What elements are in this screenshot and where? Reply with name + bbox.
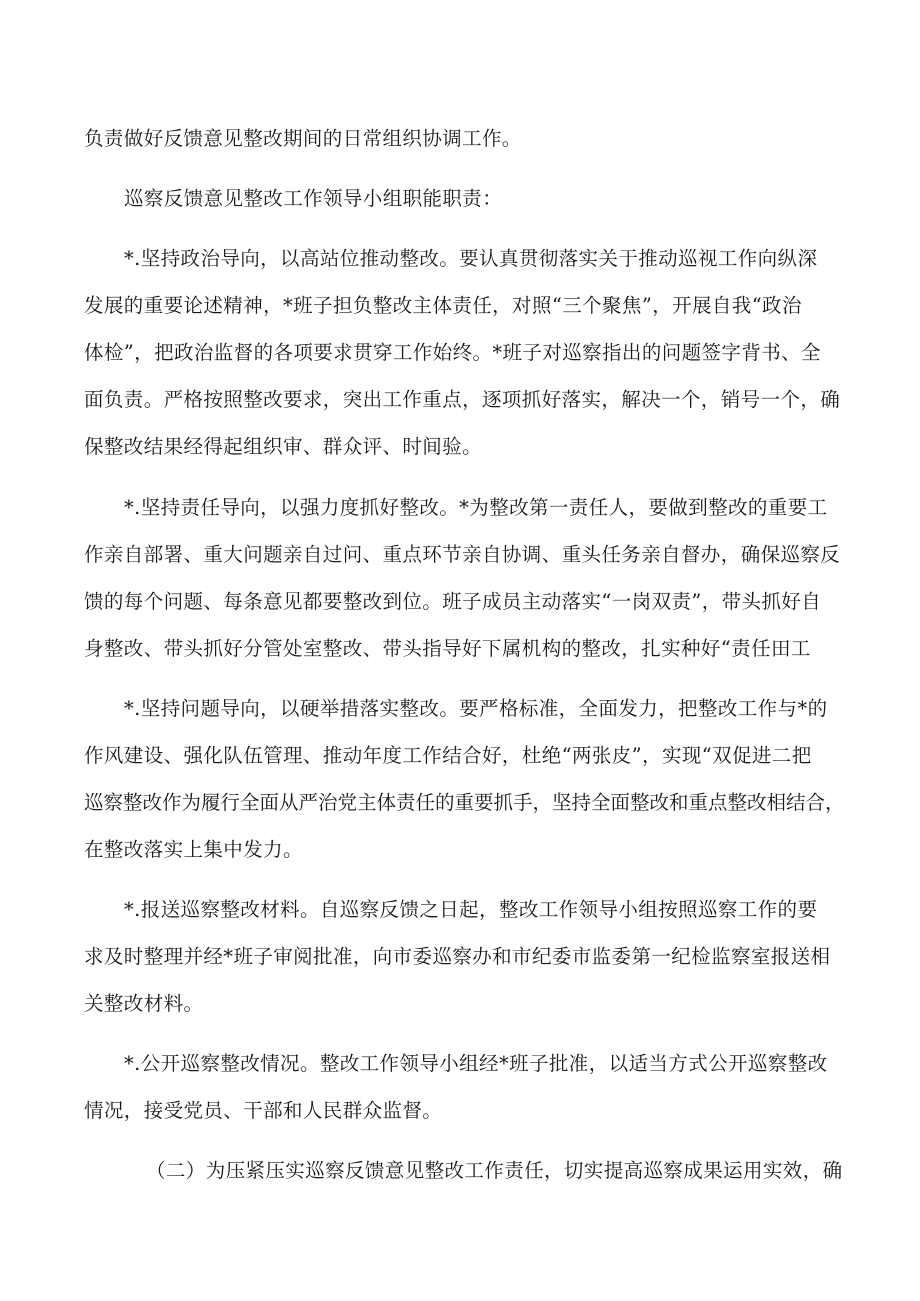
- paragraph-line: *.坚持问题导向，以硬举措落实整改。要严格标准，全面发力，把整改工作与*的: [124, 697, 828, 720]
- paragraph-line: 巡察整改作为履行全面从严治党主体责任的重要抓手，坚持全面整改和重点整改相结合，: [84, 791, 845, 814]
- paragraph-line: （二）为压紧压实巡察反馈意见整改工作责任，切实提高巡察成果运用实效，确: [146, 1159, 843, 1182]
- paragraph-line: 在整改落实上集中发力。: [84, 838, 303, 861]
- section-heading: 巡察反馈意见整改工作领导小组职能职责：: [124, 187, 503, 210]
- paragraph-line: 求及时整理并经*班子审阅批准，向市委巡察办和市纪委市监委第一纪检监察室报送相: [84, 945, 831, 968]
- paragraph-line: 面负责。严格按照整改要求，突出工作重点，逐项抓好落实，解决一个，销号一个，确: [84, 388, 841, 411]
- paragraph-line: *.坚持政治导向，以高站位推动整改。要认真贯彻落实关于推动巡视工作向纵深: [124, 247, 818, 270]
- paragraph-line: 保整改结果经得起组织审、群众评、时间验。: [84, 435, 483, 458]
- paragraph-line: *.报送巡察整改材料。自巡察反馈之日起，整改工作领导小组按照巡察工作的要: [124, 898, 818, 921]
- paragraph-line: 负责做好反馈意见整改期间的日常组织协调工作。: [84, 127, 522, 150]
- paragraph-line: 身整改、带头抓好分管处室整改、带头指导好下属机构的整改，扎实种好“责任田工: [84, 637, 811, 660]
- paragraph-line: 体检”，把政治监督的各项要求贯穿工作始终。*班子对巡察指出的问题签字背书、全: [84, 341, 821, 364]
- paragraph-line: 馈的每个问题、每条意见都要整改到位。班子成员主动落实“一岗双责”，带头抓好自: [84, 590, 822, 613]
- paragraph-line: 情况，接受党员、干部和人民群众监督。: [84, 1099, 443, 1122]
- paragraph-line: *.坚持责任导向，以强力度抓好整改。*为整改第一责任人，要做到整改的重要工: [124, 496, 828, 519]
- paragraph-line: *.公开巡察整改情况。整改工作领导小组经*班子批准，以适当方式公开巡察整改: [124, 1052, 828, 1075]
- paragraph-line: 关整改材料。: [84, 992, 204, 1015]
- paragraph-line: 作亲自部署、重大问题亲自过问、重点环节亲自协调、重头任务亲自督办，确保巡察反: [84, 543, 841, 566]
- paragraph-line: 发展的重要论述精神，*班子担负整改主体责任，对照“三个聚焦”，开展自我“政治: [84, 294, 802, 317]
- paragraph-line: 作风建设、强化队伍管理、推动年度工作结合好，杜绝“两张皮”，实现“双促进二把: [84, 744, 812, 767]
